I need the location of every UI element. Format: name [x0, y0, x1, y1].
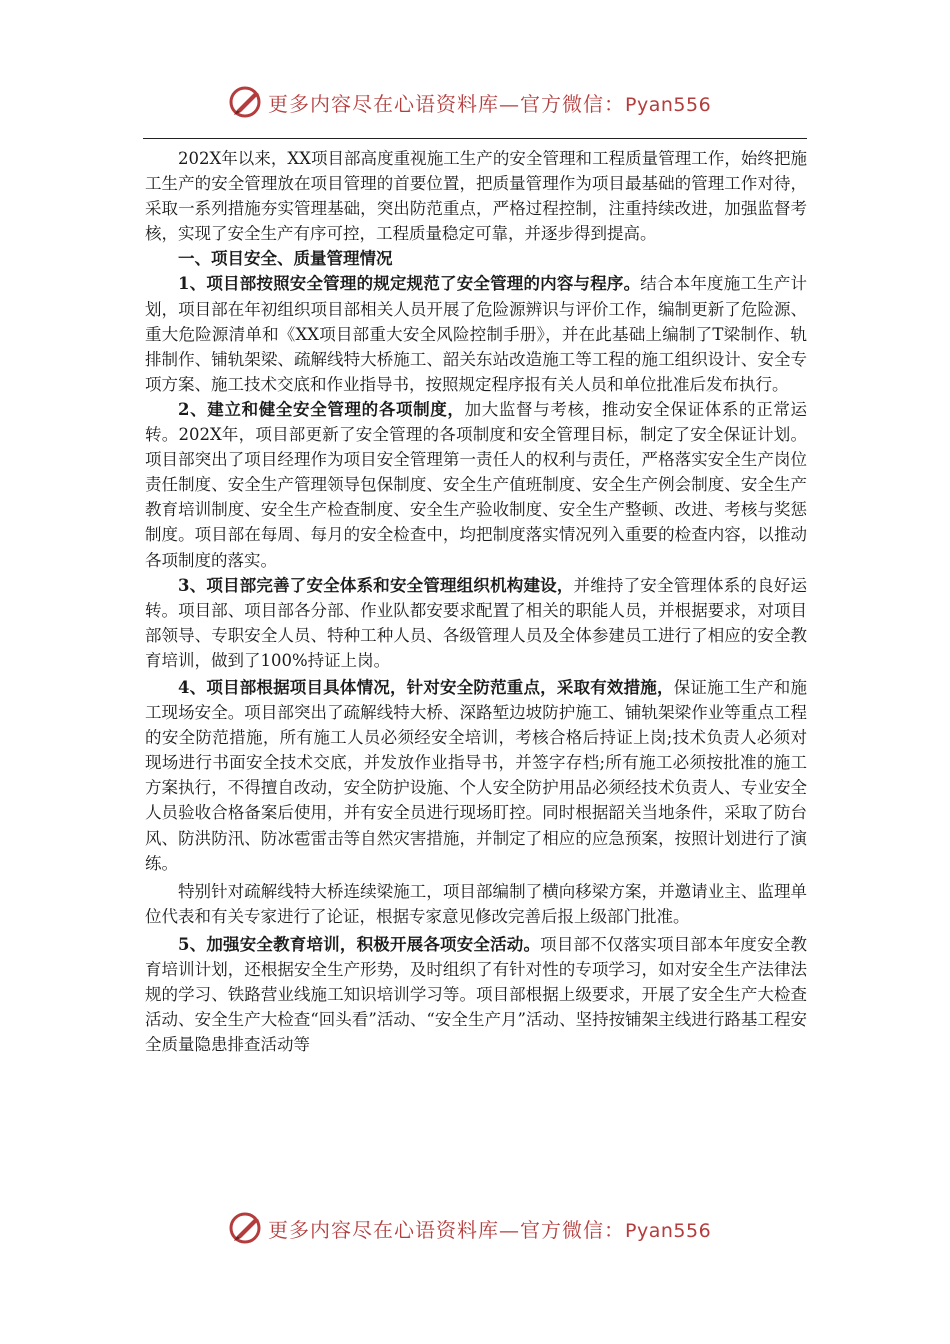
pen-logo-icon [228, 84, 264, 120]
item-2-text: 加大监督与考核，推动安全保证体系的正常运转。202X年，项目部更新了安全管理的各项制度和安全管理目标，制定了安全保证计划。项目部突出了项目经理作为项目安全管理第一责任人的权利与责任，严格落实安全生产岗位责任制度、安全生产管理领导包保制度、安全生产值班制度、安全生产例会制度、安全生产教育培训制度、安全生产检查制度、安全生产验收制度、安全生产整顿、改进、考核与奖惩制度。项目部在每周、每月的安全检查中，均把制度落实情况列入重要的检查内容，以推动各项制度的落实。 [145, 399, 808, 570]
section-heading: 一、项目安全、质量管理情况 [178, 249, 393, 269]
item-1-paragraph [145, 271, 807, 396]
footer-banner-text: 更多内容尽在心语资料库—官方微信：Pyan556 [268, 1217, 712, 1242]
item-5-bold: 5、加强安全教育培训，积极开展各项安全活动。 [178, 934, 541, 954]
footer-banner [228, 1208, 711, 1248]
item-3-paragraph [145, 573, 807, 673]
item-3-text: 并维持了安全管理体系的良好运转。项目部、项目部各分部、作业队都安要求配置了相关的职能人员，并根据要求，对项目部领导、专职安全人员、特种工种人员、各级管理人员及全体参建员工进行了相应的安全教育培训，做到了100%持证上岗。 [145, 575, 807, 670]
header-divider [143, 138, 807, 139]
header-wechat-id: Pyan556 [625, 93, 712, 116]
item-1-bold: 1、项目部按照安全管理的规定规范了安全管理的内容与程序。 [178, 274, 641, 294]
pen-logo-icon [228, 1210, 264, 1246]
item-5-text: 项目部不仅落实项目部本年度安全教育培训计划，还根据安全生产形势，及时组织了有针对性的专项学习，如对安全生产法律法规的学习、铁路营业线施工知识培训学习等。项目部根据上级要求，开展了安全生产大检查活动、安全生产大检查“回头看”活动、“安全生产月”活动、坚持按铺架主线进行路基工程安全质量隐患排查活动等 [145, 934, 808, 1055]
item-1-text: 结合本年度施工生产计划，项目部在年初组织项目部相关人员开展了危险源辨识与评价工作，编制更新了危险源、重大危险源清单和《XX项目部重大安全风险控制手册》，并在此基础上编制了T梁制作、轨排制作、铺轨架梁、疏解线特大桥施工、韶关东站改造施工等工程的施工组织设计、安全专项方案、施工技术交底和作业指导书，按照规定程序报有关人员和单位批准后发布执行。 [145, 274, 808, 394]
intro-paragraph: 202X年以来，XX项目部高度重视施工生产的安全管理和工程质量管理工作，始终把施工生产的安全管理放在项目管理的首要位置，把质量管理作为项目最基础的管理工作对待，采取一系列措施夯实管理基础，突出防范重点，严格过程控制，注重持续改进，加强监督考核，实现了安全生产有序可控，工程质量稳定可靠，并逐步得到提高。 [145, 149, 807, 244]
item-5-paragraph [145, 932, 807, 1057]
item-4-paragraph [145, 675, 807, 876]
item-2-bold: 2、建立和健全安全管理的各项制度， [178, 399, 465, 419]
header-banner [228, 82, 711, 122]
footer-wechat-id: Pyan556 [625, 1219, 712, 1242]
item-3-bold: 3、项目部完善了安全体系和安全管理组织机构建设， [178, 575, 574, 595]
header-banner-text: 更多内容尽在心语资料库—官方微信：Pyan556 [268, 91, 712, 116]
item-4-extra-paragraph: 特别针对疏解线特大桥连续梁施工，项目部编制了横向移梁方案，并邀请业主、监理单位代表和有关专家进行了论证，根据专家意见修改完善后报上级部门批准。 [145, 881, 807, 926]
item-2-paragraph [145, 397, 807, 573]
document-body [145, 146, 807, 1057]
item-4-text: 保证施工生产和施工现场安全。项目部突出了疏解线特大桥、深路堑边坡防护施工、铺轨架梁作业等重点工程的安全防范措施，所有施工人员必须经安全培训，考核合格后持证上岗;技术负责人必须对现场进行书面安全技术交底，并发放作业指导书，并签字存档;所有施工必须按批准的施工方案执行，不得擅自改动，安全防护设施、个人安全防护用品必须经技术负责人、专业安全人员验收合格备案后使用，并有安全员进行现场盯控。同时根据韶关当地条件，采取了防台风、防洪防汛、防冰雹雷击等自然灾害措施，并制定了相应的应急预案，按照计划进行了演练。 [145, 677, 807, 873]
item-4-bold: 4、项目部根据项目具体情况，针对安全防范重点，采取有效措施， [178, 677, 674, 697]
